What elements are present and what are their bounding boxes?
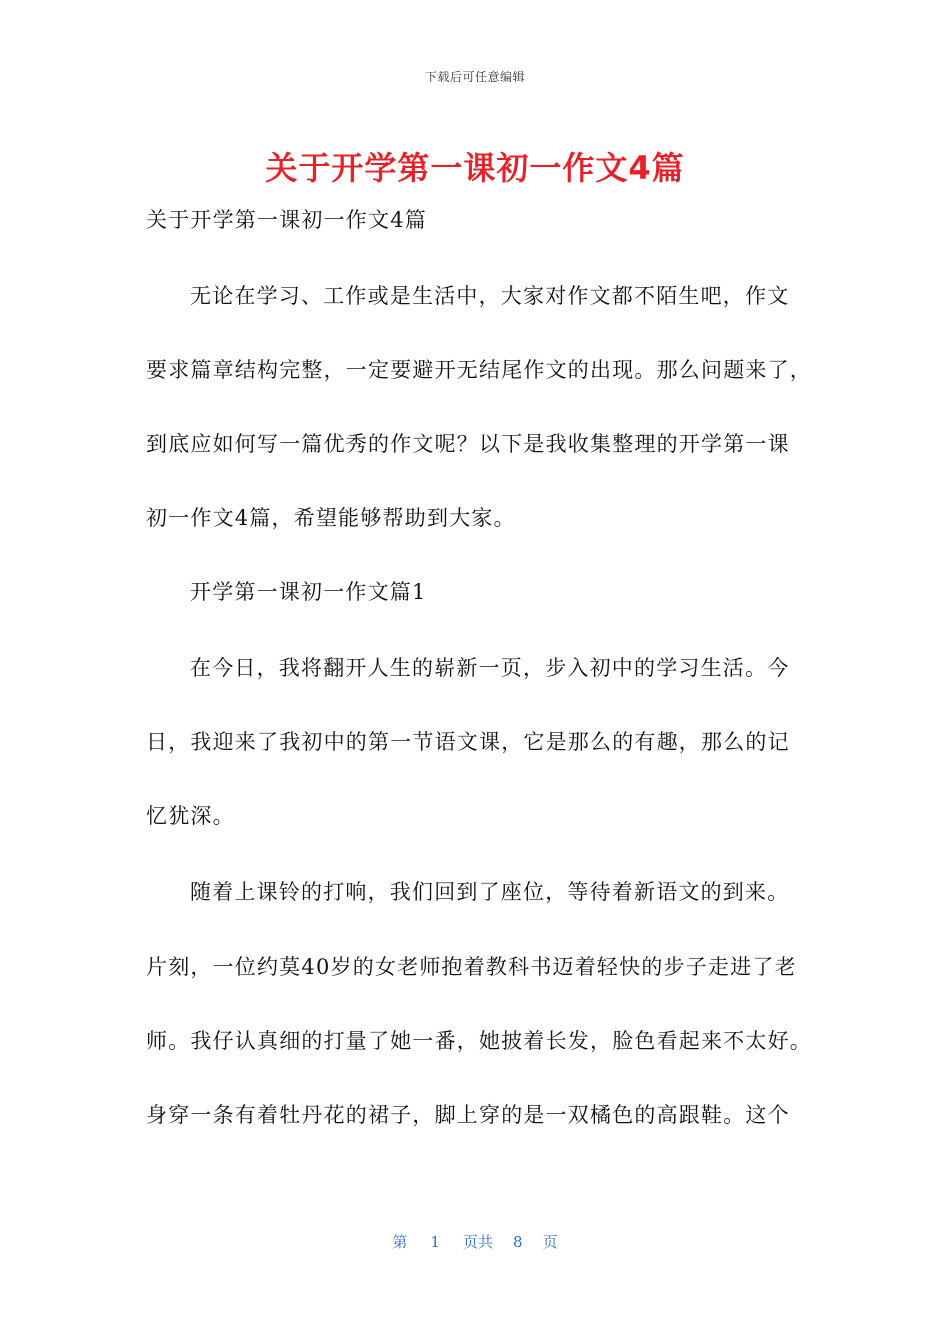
paragraph-line: 忆犹深。	[146, 804, 235, 828]
paragraph-line: 在今日，我将翻开人生的崭新一页，步入初中的学习生活。今	[190, 656, 790, 680]
footer-middle: 页共	[462, 1233, 493, 1251]
document-title: 关于开学第一课初一作文4篇	[265, 149, 685, 187]
header-note: 下载后可任意编辑	[424, 70, 525, 84]
paragraph-line: 要求篇章结构完整，一定要避开无结尾作文的出现。那么问题来了，	[146, 358, 812, 382]
paragraph-line: 日，我迎来了我初中的第一节语文课，它是那么的有趣，那么的记	[146, 730, 790, 754]
paragraph-line: 随着上课铃的打响，我们回到了座位，等待着新语文的到来。	[190, 880, 790, 904]
paragraph-line: 身穿一条有着牡丹花的裙子，脚上穿的是一双橘色的高跟鞋。这个	[146, 1103, 790, 1127]
total-pages-number: 8	[513, 1233, 523, 1251]
footer-suffix: 页	[542, 1233, 558, 1251]
paragraph-line: 初一作文4篇，希望能够帮助到大家。	[146, 506, 516, 530]
paragraph-line: 师。我仔认真细的打量了她一番，她披着长发，脸色看起来不太好。	[146, 1029, 812, 1053]
subtitle-line: 关于开学第一课初一作文4篇	[146, 208, 427, 232]
paragraph-line: 片刻，一位约莫40岁的女老师抱着教科书迈着轻快的步子走进了老	[146, 955, 797, 979]
page-footer	[0, 1231, 950, 1252]
paragraph-line: 无论在学习、工作或是生活中，大家对作文都不陌生吧，作文	[190, 284, 790, 308]
paragraph-line: 到底应如何写一篇优秀的作文呢？以下是我收集整理的开学第一课	[146, 432, 790, 456]
footer-prefix: 第	[392, 1233, 408, 1251]
section-heading: 开学第一课初一作文篇1	[190, 580, 427, 604]
current-page-number: 1	[430, 1233, 440, 1251]
